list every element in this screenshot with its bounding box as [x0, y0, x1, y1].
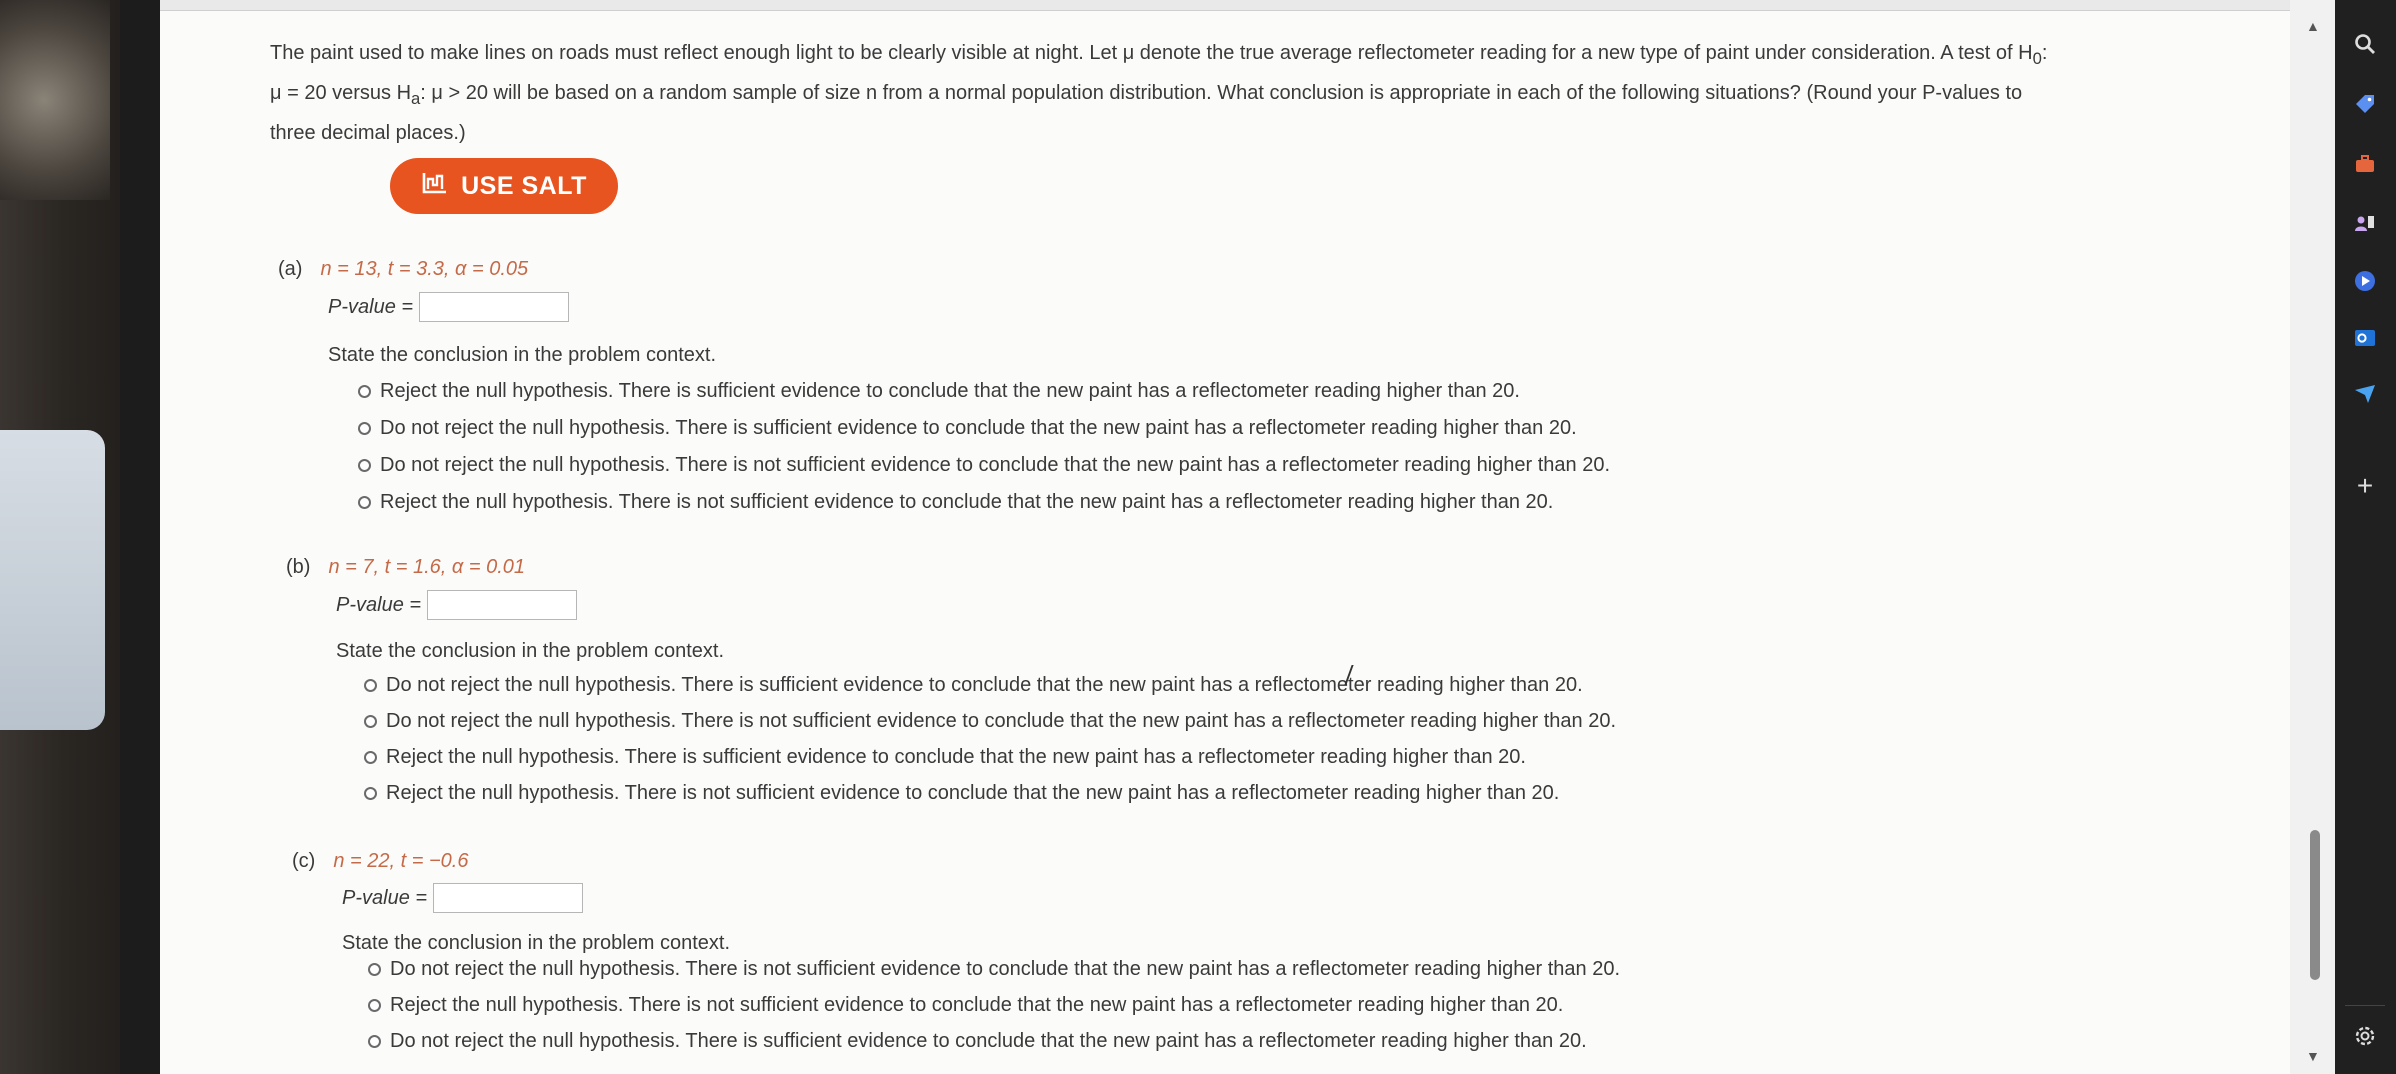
part-a-state-label: State the conclusion in the problem context.: [328, 344, 717, 366]
outlook-icon[interactable]: [2349, 322, 2381, 354]
scroll-up-arrow-icon[interactable]: ▲: [2306, 18, 2320, 34]
use-salt-label: USE SALT: [461, 171, 587, 200]
part-b-letter: (b): [286, 556, 311, 578]
part-b-option-1[interactable]: [364, 674, 1583, 697]
part-c-option-3[interactable]: [368, 1030, 1587, 1053]
part-b-params: n = 7, t = 1.6, α = 0.01: [328, 556, 525, 578]
part-b-pvalue-input[interactable]: [427, 590, 577, 620]
tag-icon[interactable]: [2349, 88, 2381, 120]
briefcase-icon[interactable]: [2349, 148, 2381, 180]
part-b-pvalue-row: [336, 590, 577, 620]
part-a-option-2[interactable]: [358, 417, 1577, 440]
radio-button[interactable]: [358, 459, 371, 472]
part-a-pvalue-input[interactable]: [419, 292, 569, 322]
question-content: [160, 0, 2291, 1074]
option-label: Do not reject the null hypothesis. There is not sufficient evidence to conclude that the new paint has a reflectometer reading higher than 20.: [386, 710, 1617, 732]
add-icon[interactable]: +: [2356, 470, 2374, 501]
part-c-params: n = 22, t = −0.6: [333, 850, 469, 872]
h0-subscript: 0: [2032, 49, 2042, 68]
radio-button[interactable]: [364, 679, 377, 692]
part-a-option-4[interactable]: [358, 491, 1553, 514]
problem-statement: [270, 36, 2270, 150]
background-object: [0, 0, 110, 200]
part-c-header: [292, 850, 468, 873]
sidebar-divider: [2345, 1005, 2385, 1006]
people-icon[interactable]: [2349, 208, 2381, 240]
part-c-pvalue-label: P-value =: [342, 886, 428, 909]
problem-text-line3: three decimal places.): [270, 122, 466, 144]
part-b-option-2[interactable]: [364, 710, 1616, 733]
radio-button[interactable]: [368, 963, 381, 976]
use-salt-button[interactable]: [390, 158, 618, 214]
part-b-state-label: State the conclusion in the problem context.: [336, 640, 725, 662]
radio-button[interactable]: [358, 385, 371, 398]
copilot-icon[interactable]: [2349, 265, 2381, 297]
option-label: Reject the null hypothesis. There is not sufficient evidence to conclude that the new paint has a reflectometer reading higher than 20.: [386, 782, 1560, 804]
part-b-pvalue-label: P-value =: [336, 593, 422, 616]
part-b-option-3[interactable]: [364, 746, 1526, 769]
option-label: Do not reject the null hypothesis. There is not sufficient evidence to conclude that the new paint has a reflectometer reading higher than 20.: [390, 958, 1621, 980]
part-a-params: n = 13, t = 3.3, α = 0.05: [320, 258, 529, 280]
radio-button[interactable]: [364, 715, 377, 728]
page: [160, 0, 2335, 1074]
radio-button[interactable]: [368, 999, 381, 1012]
chart-icon: [421, 171, 449, 202]
part-a-option-3[interactable]: [358, 454, 1610, 477]
problem-text-line1: The paint used to make lines on roads must reflect enough light to be clearly visible at night. Let μ denote the true average reflectometer reading for a new type of paint under consideration. A test of H: [270, 42, 2033, 64]
search-icon[interactable]: [2349, 28, 2381, 60]
radio-button[interactable]: [368, 1035, 381, 1048]
option-label: Do not reject the null hypothesis. There is sufficient evidence to conclude that the new paint has a reflectometer reading higher than 20.: [380, 417, 1577, 439]
part-c-option-2[interactable]: [368, 994, 1563, 1017]
part-b-header: [286, 556, 525, 579]
option-label: Reject the null hypothesis. There is not sufficient evidence to conclude that the new paint has a reflectometer reading higher than 20.: [390, 994, 1564, 1016]
part-a-pvalue-label: P-value =: [328, 295, 414, 318]
vertical-scrollbar[interactable]: [2290, 0, 2335, 1074]
settings-icon[interactable]: [2349, 1020, 2381, 1052]
part-c-letter: (c): [292, 850, 316, 872]
option-label: Do not reject the null hypothesis. There is sufficient evidence to conclude that the new paint has a reflectometer reading higher than 20.: [386, 674, 1583, 696]
part-a-option-1[interactable]: [358, 380, 1520, 403]
part-c-option-1[interactable]: [368, 958, 1620, 981]
radio-button[interactable]: [364, 787, 377, 800]
option-label: Reject the null hypothesis. There is not sufficient evidence to conclude that the new paint has a reflectometer reading higher than 20.: [380, 491, 1554, 513]
option-label: Reject the null hypothesis. There is sufficient evidence to conclude that the new paint has a reflectometer reading higher than 20.: [380, 380, 1520, 402]
radio-button[interactable]: [358, 422, 371, 435]
part-c-pvalue-row: [342, 883, 583, 913]
radio-button[interactable]: [364, 751, 377, 764]
part-a-pvalue-row: [328, 292, 569, 322]
browser-sidebar: [2335, 0, 2396, 1074]
top-border: [160, 0, 2290, 11]
option-label: Do not reject the null hypothesis. There is not sufficient evidence to conclude that the new paint has a reflectometer reading higher than 20.: [380, 454, 1611, 476]
option-label: Reject the null hypothesis. There is sufficient evidence to conclude that the new paint has a reflectometer reading higher than 20.: [386, 746, 1526, 768]
send-icon[interactable]: [2349, 378, 2381, 410]
part-a-letter: (a): [278, 258, 303, 280]
option-label: Do not reject the null hypothesis. There is sufficient evidence to conclude that the new paint has a reflectometer reading higher than 20.: [390, 1030, 1587, 1052]
radio-button[interactable]: [358, 496, 371, 509]
part-b-option-4[interactable]: [364, 782, 1559, 805]
background-object: [0, 430, 105, 730]
colon: :: [2041, 42, 2048, 64]
problem-text-line2a: μ = 20 versus H: [270, 82, 412, 104]
browser-window: [120, 0, 2396, 1074]
part-a-header: [278, 258, 528, 281]
ha-subscript: a: [411, 89, 421, 108]
scroll-down-arrow-icon[interactable]: ▼: [2306, 1048, 2320, 1064]
scroll-thumb[interactable]: [2310, 830, 2320, 980]
problem-text-line2b: : μ > 20 will be based on a random sample of size n from a normal population distribution. What conclusion is appropriate in each of the following situations? (Round your P-values to: [420, 82, 2023, 104]
part-c-state-label: State the conclusion in the problem context.: [342, 932, 731, 954]
part-c-pvalue-input[interactable]: [433, 883, 583, 913]
